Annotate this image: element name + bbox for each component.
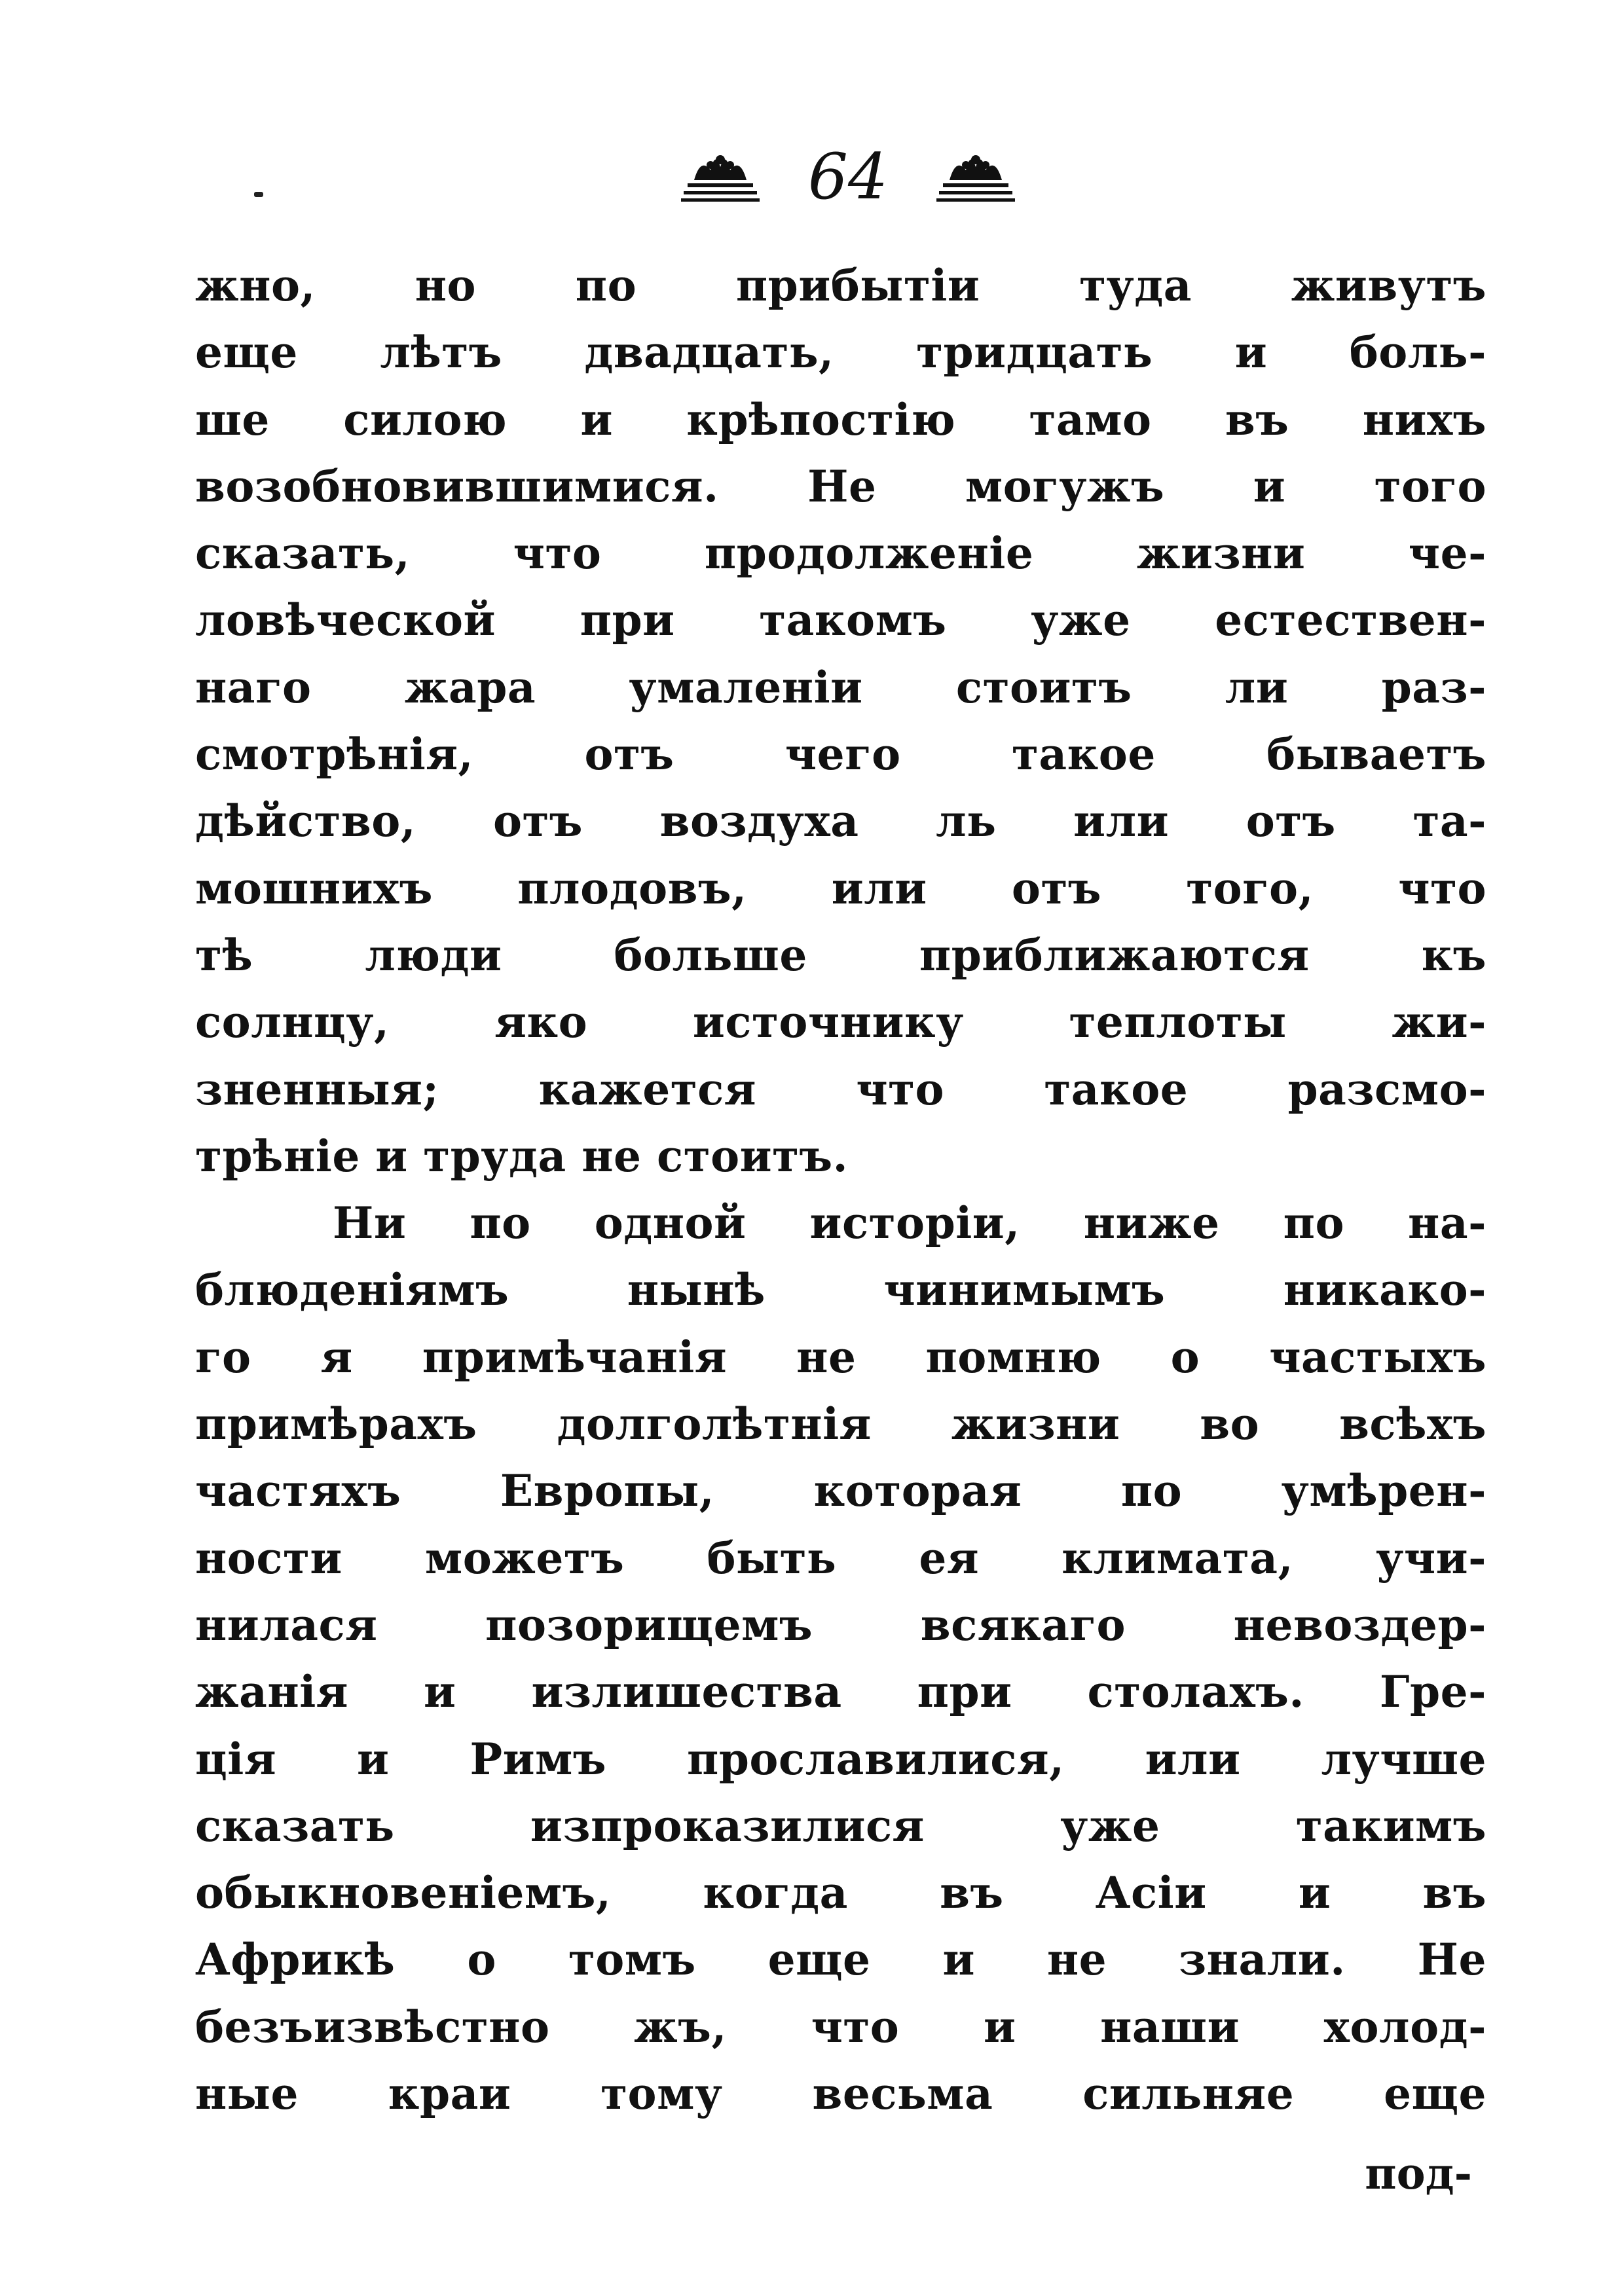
text-line: зненныя; кажется что такое разсмо- <box>195 1063 1486 1115</box>
text-line: еще лѣтъ двадцать, тридцать и боль- <box>195 327 1486 378</box>
text-line: возобновившимися. Не могужъ и того <box>195 460 1486 512</box>
text-line: ше силою и крѣпостію тамо въ нихъ <box>195 393 1486 445</box>
text-line: го я примѣчанія не помню о частыхъ <box>195 1331 1486 1383</box>
paragraph-start-line: Ни по одной исторіи, ниже по на- <box>333 1197 1486 1249</box>
text-line: обыкновеніемъ, когда въ Асіи и въ <box>195 1867 1486 1919</box>
text-line: солнцу, яко источнику теплоты жи- <box>195 996 1486 1048</box>
text-line: ные краи тому весьма сильняе еще <box>195 2068 1486 2120</box>
text-line: Африкѣ о томъ еще и не знали. Не <box>195 1934 1486 1986</box>
text-line: частяхъ Европы, которая по умѣрен- <box>195 1465 1486 1517</box>
text-line: сказать изпроказилися уже такимъ <box>195 1800 1486 1851</box>
text-line: мошнихъ плодовъ, или отъ того, что <box>195 862 1486 914</box>
crown-ornament-icon <box>936 144 1015 210</box>
page-header <box>0 131 1624 229</box>
text-line: тѣ люди больше приближаются къ <box>195 929 1486 981</box>
text-line: блюденіямъ нынѣ чинимымъ никако- <box>195 1264 1486 1316</box>
crown-ornament-icon <box>681 144 760 210</box>
text-line: примѣрахъ долголѣтнія жизни во всѣхъ <box>195 1398 1486 1450</box>
text-line: безъизвѣстно жъ, что и наши холод- <box>195 2001 1486 2052</box>
text-line: ція и Римъ прославилися, или лучше <box>195 1733 1486 1785</box>
text-line: жно, но по прибытіи туда живутъ <box>195 260 1486 311</box>
catchword: под- <box>1365 2148 1472 2199</box>
text-line: наго жара умаленіи стоитъ ли раз- <box>195 661 1486 713</box>
text-line: ловѣческой при такомъ уже естествен- <box>195 594 1486 646</box>
page-number: 64 <box>807 140 889 213</box>
text-line: сказать, что продолженіе жизни че- <box>195 528 1486 579</box>
text-line: трѣніе и труда не стоитъ. <box>195 1130 849 1182</box>
text-line: смотрѣнія, отъ чего такое бываетъ <box>195 729 1486 780</box>
text-line: нилася позорищемъ всякаго невоздер- <box>195 1599 1486 1650</box>
ink-speck <box>254 192 263 197</box>
text-line: дѣйство, отъ воздуха ль или отъ та- <box>195 795 1486 847</box>
body-text <box>195 252 1486 2127</box>
text-line: ности можетъ быть ея климата, учи- <box>195 1532 1486 1584</box>
text-line: жанія и излишества при столахъ. Гре- <box>195 1666 1486 1718</box>
